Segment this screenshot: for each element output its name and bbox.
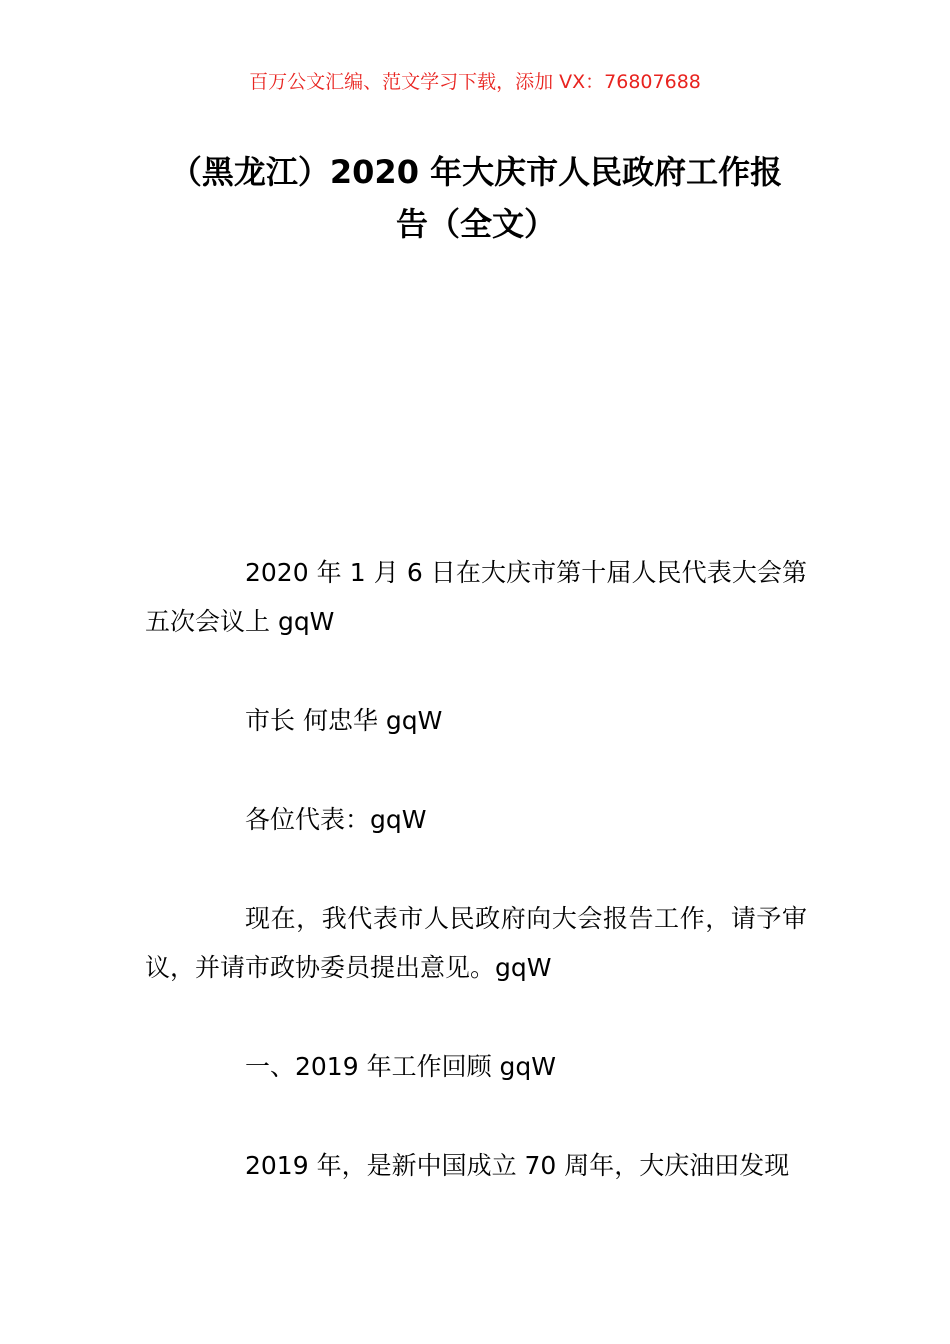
paragraph-intro: 现在，我代表市人民政府向大会报告工作，请予审议，并请市政协委员提出意见。gqW — [145, 904, 807, 982]
paragraph-session-info: 2020 年 1 月 6 日在大庆市第十届人民代表大会第五次会议上 gqW — [145, 558, 807, 636]
document-title-line-1: （黑龙江）2020 年大庆市人民政府工作报 — [169, 153, 783, 191]
section-heading-2019-review: 一、2019 年工作回顾 gqW — [245, 1052, 556, 1081]
paragraph-speaker: 市长 何忠华 gqW — [245, 706, 443, 735]
header-promo-note: 百万公文汇编、范文学习下载，添加 VX：76807688 — [249, 71, 701, 93]
paragraph-salutation: 各位代表：gqW — [245, 805, 427, 834]
paragraph-2019-review: 2019 年，是新中国成立 70 周年，大庆油田发现 — [245, 1151, 790, 1180]
document-title — [145, 146, 807, 250]
document-body — [145, 548, 807, 1240]
document-title-line-2: 告（全文） — [395, 205, 556, 243]
